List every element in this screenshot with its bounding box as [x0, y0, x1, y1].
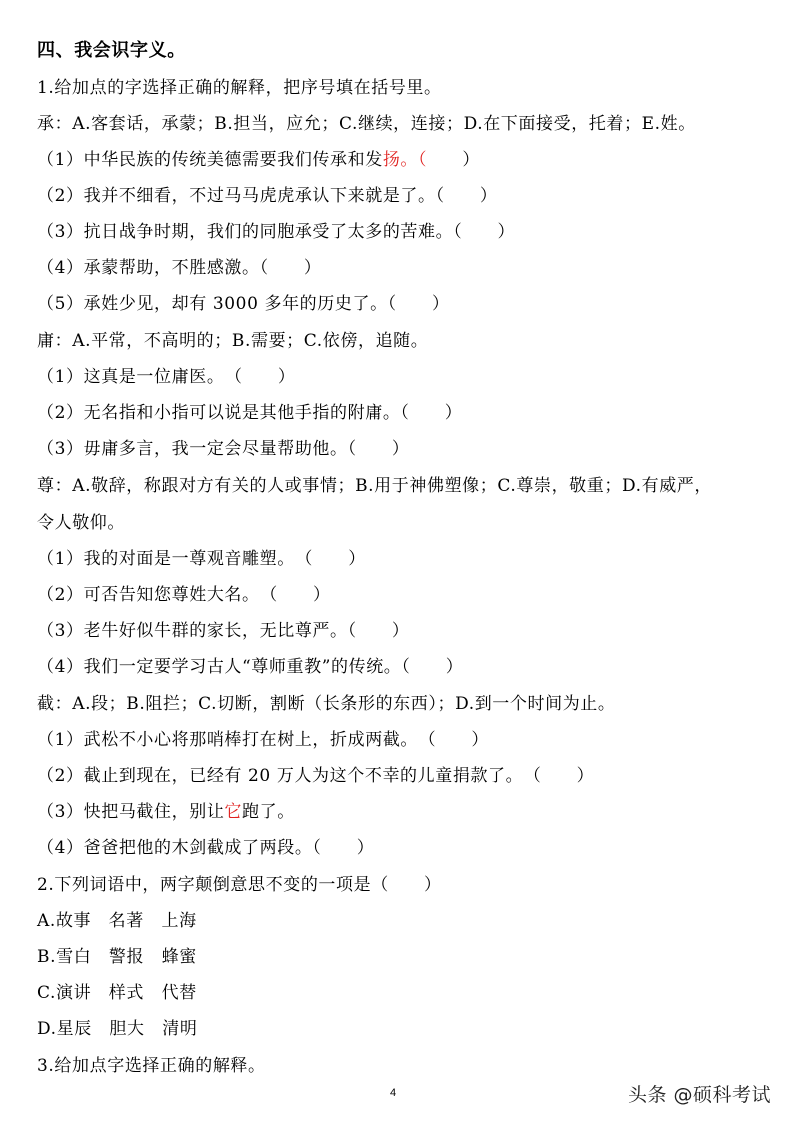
- answer-blank: ）: [427, 150, 480, 170]
- item-cheng-1: [37, 149, 480, 171]
- item-jie-3: [37, 801, 295, 823]
- definition-zun: 尊：A.敬辞，称跟对方有关的人或事情；B.用于神佛塑像；C.尊崇，敬重；D.有威严，: [37, 476, 713, 496]
- watermark: 头条 @硕科考试: [628, 1084, 772, 1106]
- question-3-title: 3.给加点字选择正确的解释。: [37, 1056, 266, 1076]
- item-zun-2: （2）可否告知您尊姓大名。 （ ）: [37, 585, 331, 605]
- item-zun-4: （4）我们一定要学习古人“尊师重教”的传统。（ ）: [37, 657, 464, 677]
- item-yong-1: （1）这真是一位庸医。 （ ）: [37, 367, 296, 387]
- definition-yong: 庸：A.平常，不高明的；B.需要；C.依傍，追随。: [37, 331, 429, 351]
- section-heading: 四、我会识字义。: [37, 40, 186, 61]
- page-number: 4: [390, 1087, 397, 1099]
- item-jie-1: （1）武松不小心将那哨棒打在树上，折成两截。 （ ）: [37, 730, 490, 750]
- red-highlight-text: 它: [224, 802, 243, 822]
- item-cheng-2: （2）我并不细看，不过马马虎虎承认下来就是了。（ ）: [37, 186, 498, 206]
- question-2-title: 2.下列词语中，两字颠倒意思不变的一项是（ ）: [37, 875, 442, 895]
- item-jie-2: （2）截止到现在，已经有 20 万人为这个不幸的儿童捐款了。 （ ）: [37, 766, 595, 786]
- item-cheng-4: （4）承蒙帮助，不胜感激。（ ）: [37, 258, 322, 278]
- option-d: D.星辰 胆大 清明: [37, 1019, 198, 1039]
- option-c: C.演讲 样式 代替: [37, 983, 197, 1003]
- item-text: （3）快把马截住，别让: [37, 802, 225, 822]
- option-a: A.故事 名著 上海: [37, 911, 197, 931]
- question-1-title: 1.给加点的字选择正确的解释，把序号填在括号里。: [37, 78, 442, 98]
- item-zun-3: （3）老牛好似牛群的家长，无比尊严。（ ）: [37, 621, 410, 641]
- item-cheng-5: （5）承姓少见，却有 3000 多年的历史了。（ ）: [37, 294, 450, 314]
- definition-jie: 截：A.段；B.阻拦；C.切断，割断（长条形的东西）；D.到一个时间为止。: [37, 694, 616, 714]
- item-text-end: 跑了。: [242, 802, 295, 822]
- item-text: （1）中华民族的传统美德需要我们传承和发: [37, 150, 383, 170]
- item-yong-2: （2）无名指和小指可以说是其他手指的附庸。（ ）: [37, 403, 463, 423]
- option-b: B.雪白 警报 蜂蜜: [37, 947, 197, 967]
- item-zun-1: （1）我的对面是一尊观音雕塑。 （ ）: [37, 549, 366, 569]
- item-yong-3: （3）毋庸多言，我一定会尽量帮助他。（ ）: [37, 439, 410, 459]
- item-jie-4: （4）爸爸把他的木剑截成了两段。（ ）: [37, 838, 375, 858]
- red-highlight-text: 扬。（: [382, 150, 428, 170]
- item-cheng-3: （3）抗日战争时期，我们的同胞承受了太多的苦难。（ ）: [37, 222, 516, 242]
- definition-zun-cont: 令人敬仰。: [37, 513, 125, 533]
- definition-cheng: 承：A.客套话，承蒙；B.担当，应允；C.继续，连接；D.在下面接受，托着；E.姓。: [37, 114, 696, 134]
